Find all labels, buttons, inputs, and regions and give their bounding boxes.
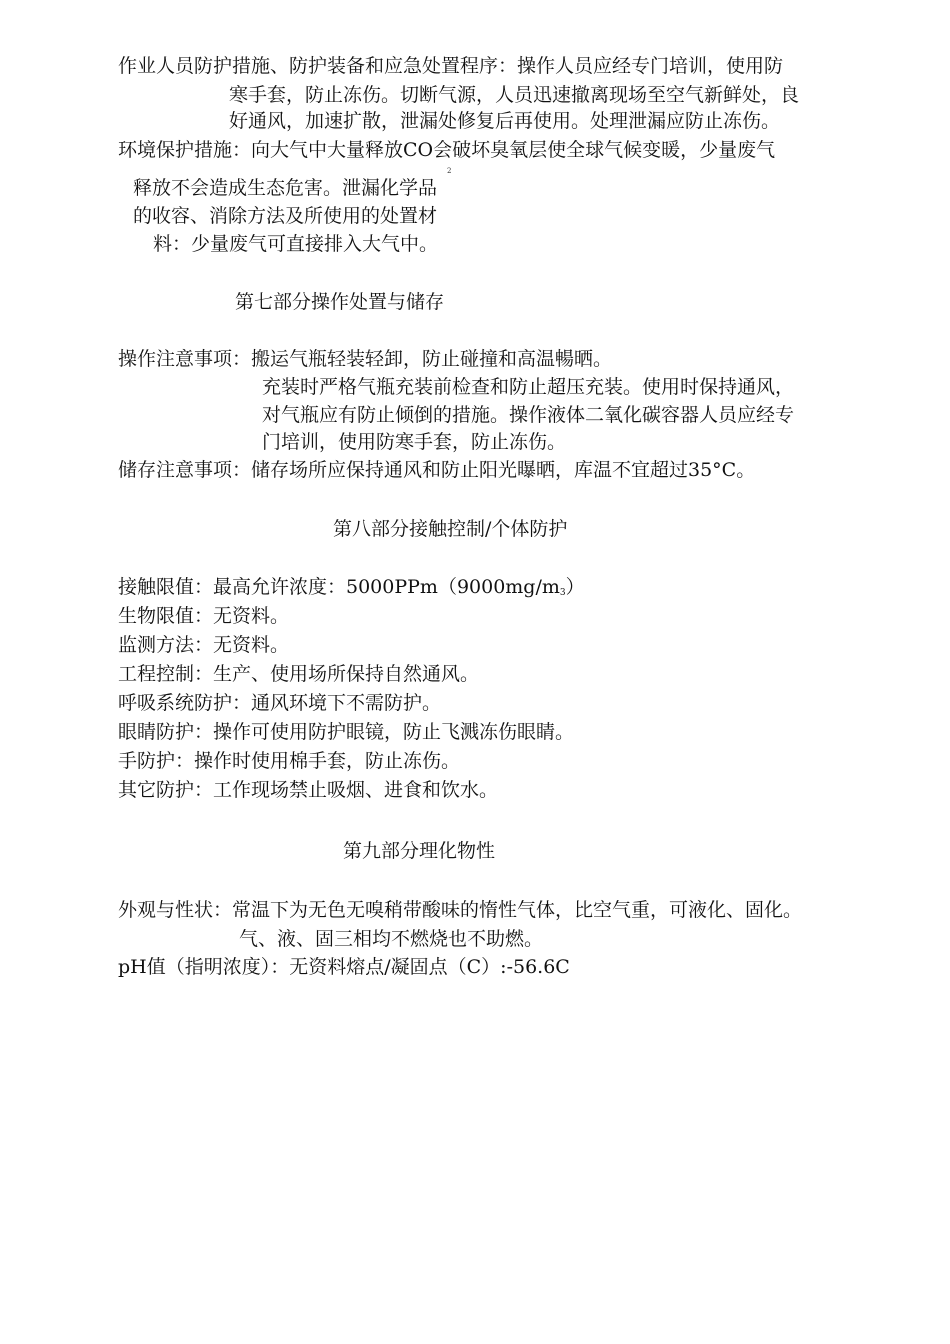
- s6-line-environmental-cont1: 释放不会造成生态危害。泄漏化学品: [133, 177, 438, 199]
- s6-line-environmental-cont2: 的收容、消除方法及所使用的处置材: [133, 205, 438, 227]
- s6-line-protective-measures-cont1: 寒手套，防止冻伤。切断气源，人员迅速撤离现场至空气新鲜处，良: [229, 84, 800, 106]
- s7-line-handling-cont3: 门培训，使用防寒手套，防止冻伤。: [262, 431, 567, 453]
- s8-line-eye-protection: 眼睛防护：操作可使用防护眼镜，防止飞溅冻伤眼睛。: [118, 721, 575, 743]
- s9-line-ph-melting-point: pH值（指明浓度）：无资料熔点/凝固点（C）:-56.6C: [118, 956, 570, 978]
- s8-line-engineering-control: 工程控制：生产、使用场所保持自然通风。: [118, 663, 480, 685]
- section-9-title: 第九部分理化物性: [343, 840, 496, 862]
- s7-line-handling-cont1: 充装时严格气瓶充装前检查和防止超压充装。使用时保持通风，: [262, 376, 795, 398]
- s6-line-protective-measures: 作业人员防护措施、防护装备和应急处置程序：操作人员应经专门培训，使用防: [118, 55, 784, 77]
- exposure-limit-close: ）: [565, 576, 585, 598]
- section-7-title: 第七部分操作处置与储存: [235, 291, 445, 313]
- m3-subscript: 3: [559, 588, 566, 598]
- s8-line-hand-protection: 手防护：操作时使用棉手套，防止冻伤。: [118, 750, 461, 772]
- s8-line-monitoring-method: 监测方法：无资料。: [118, 634, 290, 656]
- co2-subscript: 2: [447, 167, 452, 175]
- exposure-limit-text: 接触限值：最高允许浓度：5000PPm（9000mg/m: [118, 576, 560, 598]
- s8-line-biological-limit: 生物限值：无资料。: [118, 605, 290, 627]
- section-8-title: 第八部分接触控制/个体防护: [333, 518, 568, 540]
- s7-line-storage-notes: 储存注意事项：储存场所应保持通风和防止阳光曝晒，库温不宜超过35°C。: [118, 459, 756, 481]
- s6-line-environmental-measures: 环境保护措施：向大气中大量释放CO会破坏臭氧层使全球气候变暖，少量废气: [118, 139, 776, 161]
- s8-line-other-protection: 其它防护：工作现场禁止吸烟、进食和饮水。: [118, 779, 499, 801]
- s7-line-handling-cont2: 对气瓶应有防止倾倒的措施。操作液体二氧化碳容器人员应经专: [262, 404, 795, 426]
- s9-line-appearance: 外观与性状：常温下为无色无嗅稍带酸味的惰性气体，比空气重，可液化、固化。: [118, 899, 803, 921]
- s7-line-handling-notes: 操作注意事项：搬运气瓶轻装轻卸，防止碰撞和高温暢晒。: [118, 348, 613, 370]
- s6-line-protective-measures-cont2: 好通风，加速扩散，泄漏处修复后再使用。处理泄漏应防止冻伤。: [229, 110, 781, 132]
- s9-line-appearance-cont: 气、液、固三相均不燃烧也不助燃。: [239, 928, 544, 950]
- s8-line-respiratory-protection: 呼吸系统防护：通风环境下不需防护。: [118, 692, 442, 714]
- s6-line-environmental-cont3: 料：少量废气可直接排入大气中。: [153, 233, 439, 255]
